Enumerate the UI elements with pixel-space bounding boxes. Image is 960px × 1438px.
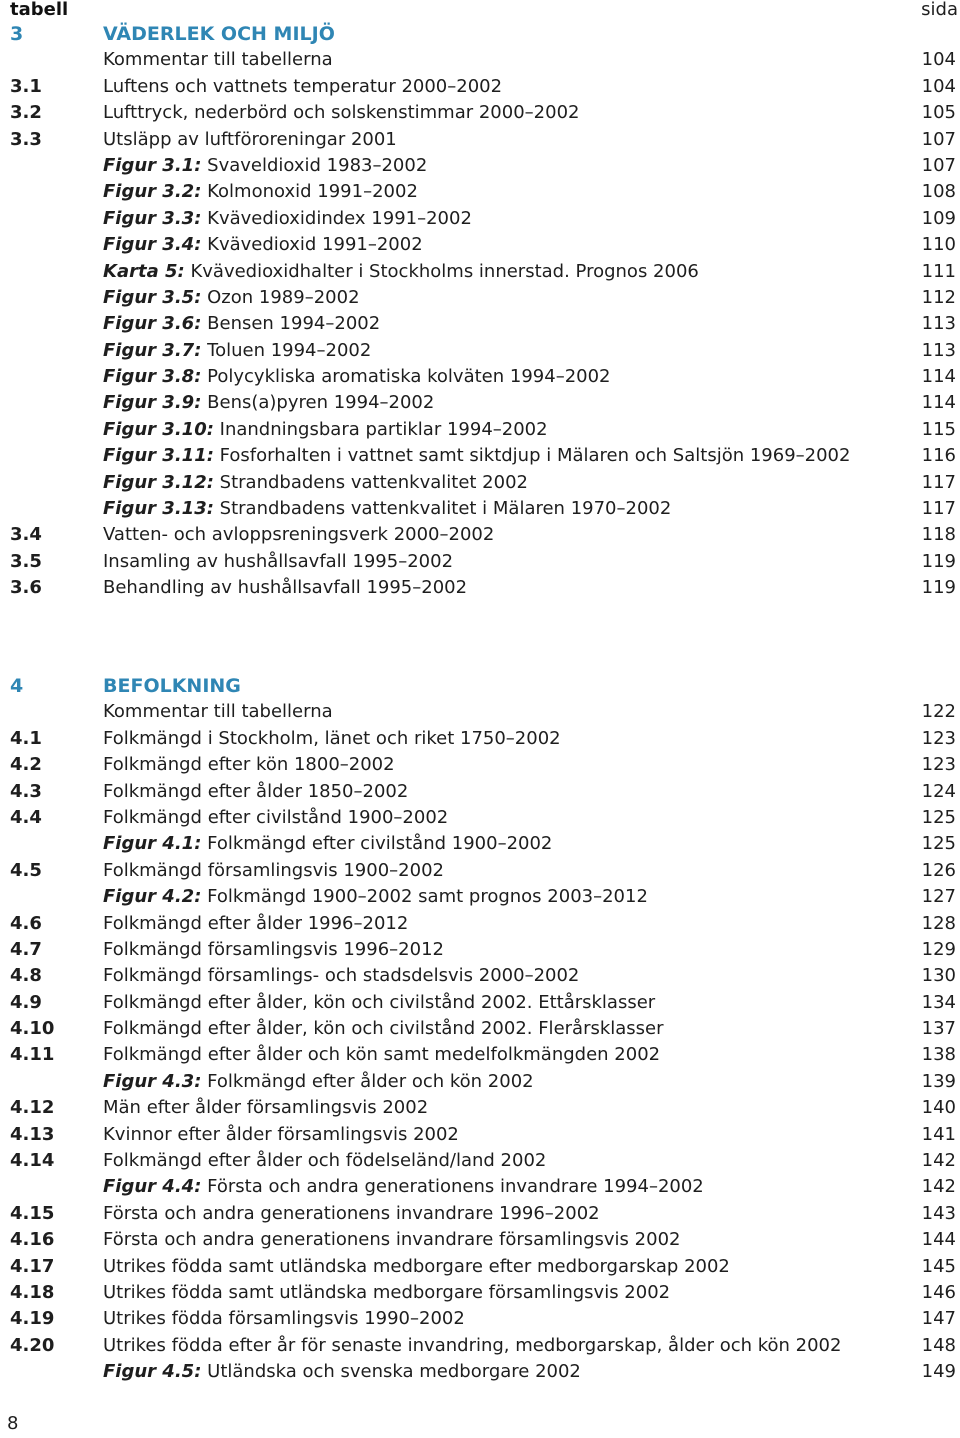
entry-title [103, 805, 448, 831]
entry-page: 112 [921, 286, 956, 308]
entry-title [103, 963, 579, 989]
entry-number: 4.1 [10, 727, 42, 749]
entry-text: Folkmängd efter ålder, kön och civilstånd 2002. Flerårsklasser [103, 1018, 664, 1040]
entry-title [103, 232, 423, 258]
entry-text: Kvävedioxidhalter i Stockholms innerstad. Prognos 2006 [190, 260, 699, 282]
figure-label: Figur 4.3: [103, 1070, 202, 1092]
toc-entry [0, 884, 960, 910]
entry-page: 113 [921, 339, 956, 361]
toc-entry [0, 100, 960, 126]
entry-text: Utsläpp av luftföroreningar 2001 [103, 128, 397, 150]
entry-text: Kvävedioxid 1991–2002 [207, 234, 423, 256]
entry-number: 4.4 [10, 806, 42, 828]
entry-text: Folkmängd församlingsvis 1996–2012 [103, 938, 444, 960]
toc-entry [0, 496, 960, 522]
toc-entry [0, 338, 960, 364]
toc-entry [0, 963, 960, 989]
entry-text: Folkmängd efter kön 1800–2002 [103, 754, 395, 776]
entry-text: Ozon 1989–2002 [207, 286, 360, 308]
figure-label: Figur 3.12: [103, 471, 214, 493]
entry-number: 4.15 [10, 1202, 55, 1224]
entry-text: Folkmängd församlings- och stadsdelsvis 2000–2002 [103, 965, 580, 987]
column-header-table: tabell [10, 0, 69, 20]
entry-page: 141 [921, 1123, 956, 1145]
figure-label: Figur 4.4: [103, 1176, 202, 1198]
entry-text: Kommentar till tabellerna [103, 49, 333, 71]
toc-entry [0, 1148, 960, 1174]
entry-number: 3.6 [10, 577, 42, 599]
toc-entry [0, 1122, 960, 1148]
entry-title [103, 1069, 534, 1095]
toc-entry [0, 153, 960, 179]
entry-title [103, 884, 648, 910]
toc-entry [0, 259, 960, 285]
entry-title [103, 153, 427, 179]
entry-title [103, 127, 397, 153]
entry-page: 117 [921, 498, 956, 520]
entry-title [103, 831, 552, 857]
entry-page: 148 [921, 1334, 956, 1356]
toc-entry [0, 47, 960, 73]
figure-label: Figur 3.11: [103, 445, 214, 467]
entry-title [103, 311, 380, 337]
entry-title [103, 1201, 600, 1227]
entry-page: 139 [921, 1070, 956, 1092]
figure-label: Figur 3.4: [103, 234, 202, 256]
entry-page: 117 [921, 471, 956, 493]
entry-text: Folkmängd efter ålder 1996–2012 [103, 912, 409, 934]
entry-title [103, 390, 434, 416]
entry-text: Behandling av hushållsavfall 1995–2002 [103, 577, 468, 599]
toc-entry [0, 285, 960, 311]
toc-entry [0, 232, 960, 258]
entry-text: Första och andra generationens invandrare 1994–2002 [207, 1176, 704, 1198]
entry-title [103, 1095, 428, 1121]
entry-text: Folkmängd efter ålder 1850–2002 [103, 780, 409, 802]
entry-title [103, 1122, 459, 1148]
entry-number: 4.12 [10, 1097, 55, 1119]
section-title: BEFOLKNING [103, 675, 241, 697]
entry-title [103, 47, 333, 73]
entry-title [103, 779, 408, 805]
entry-text: Insamling av hushållsavfall 1995–2002 [103, 550, 454, 572]
toc-entry [0, 1333, 960, 1359]
section-heading [0, 673, 960, 699]
entry-title [103, 496, 671, 522]
entry-page: 138 [921, 1044, 956, 1066]
page-header [0, 0, 960, 22]
entry-text: Inandningsbara partiklar 1994–2002 [219, 418, 548, 440]
entry-title [103, 470, 528, 496]
entry-title [103, 911, 408, 937]
toc-entry [0, 937, 960, 963]
entry-text: Första och andra generationens invandrare 1996–2002 [103, 1202, 600, 1224]
entry-page: 122 [921, 701, 956, 723]
entry-page: 123 [921, 754, 956, 776]
entry-text: Folkmängd efter ålder, kön och civilstånd 2002. Ettårsklasser [103, 991, 656, 1013]
entry-text: Utrikes födda samt utländska medborgare efter medborgarskap 2002 [103, 1255, 730, 1277]
entry-number: 4.2 [10, 754, 42, 776]
entry-page: 111 [921, 260, 956, 282]
entry-number: 3.4 [10, 524, 42, 546]
toc-entry [0, 549, 960, 575]
entry-title [103, 74, 502, 100]
entry-text: Vatten- och avloppsreningsverk 2000–2002 [103, 524, 495, 546]
entry-number: 4.3 [10, 780, 42, 802]
entry-title [103, 1280, 670, 1306]
toc-entry [0, 74, 960, 100]
entry-title [103, 1254, 730, 1280]
toc-entry [0, 1016, 960, 1042]
entry-text: Kvinnor efter ålder församlingsvis 2002 [103, 1123, 459, 1145]
figure-label: Figur 3.9: [103, 392, 202, 414]
entry-title [103, 443, 850, 469]
entry-title [103, 522, 494, 548]
entry-title [103, 549, 453, 575]
toc-entry [0, 417, 960, 443]
entry-text: Folkmängd efter ålder och kön samt medelfolkmängden 2002 [103, 1044, 661, 1066]
figure-label: Figur 3.13: [103, 498, 214, 520]
entry-page: 143 [921, 1202, 956, 1224]
entry-text: Kvävedioxidindex 1991–2002 [207, 207, 472, 229]
toc-entry [0, 470, 960, 496]
toc-entry [0, 179, 960, 205]
entry-page: 126 [921, 859, 956, 881]
entry-title [103, 858, 444, 884]
entry-page: 107 [921, 154, 956, 176]
entry-title [103, 1306, 465, 1332]
entry-text: Fosforhalten i vattnet samt siktdjup i Mälaren och Saltsjön 1969–2002 [219, 445, 851, 467]
entry-text: Folkmängd efter ålder och födelseländ/land 2002 [103, 1150, 547, 1172]
entry-title [103, 1148, 546, 1174]
toc-entry [0, 522, 960, 548]
entry-page: 147 [921, 1308, 956, 1330]
figure-label: Figur 3.6: [103, 313, 202, 335]
entry-text: Folkmängd efter civilstånd 1900–2002 [103, 806, 449, 828]
entry-page: 107 [921, 128, 956, 150]
entry-text: Luftens och vattnets temperatur 2000–2002 [103, 75, 503, 97]
entry-text: Folkmängd 1900–2002 samt prognos 2003–2012 [207, 886, 648, 908]
figure-label: Figur 4.2: [103, 886, 202, 908]
entry-page: 104 [921, 75, 956, 97]
entry-text: Första och andra generationens invandrare församlingsvis 2002 [103, 1229, 681, 1251]
entry-title [103, 1016, 664, 1042]
entry-page: 124 [921, 780, 956, 802]
entry-text: Kommentar till tabellerna [103, 701, 333, 723]
section-heading [0, 21, 960, 47]
entry-number: 4.19 [10, 1308, 55, 1330]
toc-entry [0, 1095, 960, 1121]
entry-text: Utrikes födda samt utländska medborgare församlingsvis 2002 [103, 1281, 671, 1303]
entry-page: 142 [921, 1176, 956, 1198]
figure-label: Figur 4.1: [103, 833, 202, 855]
entry-text: Utrikes födda efter år för senaste invandring, medborgarskap, ålder och kön 2002 [103, 1334, 842, 1356]
entry-title [103, 259, 699, 285]
entry-text: Toluen 1994–2002 [207, 339, 372, 361]
entry-number: 4.17 [10, 1255, 55, 1277]
figure-label: Figur 3.3: [103, 207, 202, 229]
entry-page: 125 [921, 806, 956, 828]
entry-page: 116 [921, 445, 956, 467]
toc-entry [0, 805, 960, 831]
entry-page: 144 [921, 1229, 956, 1251]
toc-entry [0, 1227, 960, 1253]
toc-entry [0, 311, 960, 337]
entry-text: Folkmängd efter ålder och kön 2002 [207, 1070, 534, 1092]
entry-page: 119 [921, 577, 956, 599]
toc-entry [0, 443, 960, 469]
entry-text: Folkmängd efter civilstånd 1900–2002 [207, 833, 553, 855]
entry-title [103, 699, 333, 725]
entry-title [103, 1333, 841, 1359]
toc-entry [0, 990, 960, 1016]
entry-number: 4.7 [10, 938, 42, 960]
entry-title [103, 100, 579, 126]
toc-entry [0, 1280, 960, 1306]
entry-page: 108 [921, 181, 956, 203]
figure-label: Figur 3.7: [103, 339, 202, 361]
toc-entry [0, 752, 960, 778]
entry-title [103, 206, 472, 232]
figure-label: Figur 3.8: [103, 366, 202, 388]
entry-page: 145 [921, 1255, 956, 1277]
entry-page: 129 [921, 938, 956, 960]
entry-number: 4.9 [10, 991, 42, 1013]
entry-number: 4.6 [10, 912, 42, 934]
toc-entry [0, 575, 960, 601]
entry-text: Svaveldioxid 1983–2002 [207, 154, 428, 176]
entry-page: 137 [921, 1018, 956, 1040]
toc-entry [0, 1201, 960, 1227]
toc-entry [0, 1069, 960, 1095]
entry-text: Utländska och svenska medborgare 2002 [207, 1361, 581, 1383]
entry-page: 128 [921, 912, 956, 934]
entry-page: 142 [921, 1150, 956, 1172]
entry-text: Polycykliska aromatiska kolväten 1994–2002 [207, 366, 611, 388]
toc-entry [0, 831, 960, 857]
entry-page: 105 [921, 102, 956, 124]
figure-label: Figur 3.1: [103, 154, 202, 176]
entry-text: Män efter ålder församlingsvis 2002 [103, 1097, 429, 1119]
toc-entry [0, 390, 960, 416]
toc-section [0, 21, 960, 602]
entry-page: 119 [921, 550, 956, 572]
entry-text: Strandbadens vattenkvalitet 2002 [219, 471, 528, 493]
figure-label: Figur 4.5: [103, 1361, 202, 1383]
entry-number: 3.1 [10, 75, 42, 97]
page-number: 8 [7, 1413, 19, 1434]
entry-page: 109 [921, 207, 956, 229]
toc-entry [0, 364, 960, 390]
entry-title [103, 937, 444, 963]
entry-page: 104 [921, 49, 956, 71]
entry-page: 114 [921, 392, 956, 414]
column-header-page: sida [921, 0, 958, 20]
entry-page: 125 [921, 833, 956, 855]
entry-page: 130 [921, 965, 956, 987]
entry-page: 127 [921, 886, 956, 908]
entry-title [103, 752, 395, 778]
entry-title [103, 990, 655, 1016]
entry-number: 4.13 [10, 1123, 55, 1145]
toc-entry [0, 206, 960, 232]
entry-page: 134 [921, 991, 956, 1013]
entry-page: 118 [921, 524, 956, 546]
entry-title [103, 338, 371, 364]
entry-page: 146 [921, 1281, 956, 1303]
entry-text: Folkmängd i Stockholm, länet och riket 1750–2002 [103, 727, 561, 749]
entry-text: Lufttryck, nederbörd och solskenstimmar 2000–2002 [103, 102, 580, 124]
entry-page: 115 [921, 418, 956, 440]
entry-number: 4.8 [10, 965, 42, 987]
toc-entry [0, 127, 960, 153]
section-number: 4 [10, 675, 24, 697]
entry-number: 3.3 [10, 128, 42, 150]
entry-text: Utrikes födda församlingsvis 1990–2002 [103, 1308, 465, 1330]
entry-number: 4.20 [10, 1334, 55, 1356]
toc-section [0, 673, 960, 1386]
entry-number: 4.11 [10, 1044, 55, 1066]
entry-page: 114 [921, 366, 956, 388]
entry-page: 140 [921, 1097, 956, 1119]
toc-entry [0, 1306, 960, 1332]
toc-entry [0, 1359, 960, 1385]
toc-entry [0, 779, 960, 805]
entry-title [103, 1227, 680, 1253]
entry-number: 3.2 [10, 102, 42, 124]
toc-entry [0, 1174, 960, 1200]
entry-title [103, 575, 467, 601]
toc-entry [0, 726, 960, 752]
entry-number: 4.18 [10, 1281, 55, 1303]
entry-text: Bens(a)pyren 1994–2002 [207, 392, 435, 414]
figure-label: Figur 3.5: [103, 286, 202, 308]
toc-entry [0, 699, 960, 725]
entry-number: 3.5 [10, 550, 42, 572]
entry-page: 149 [921, 1361, 956, 1383]
toc-entry [0, 1254, 960, 1280]
entry-text: Kolmonoxid 1991–2002 [207, 181, 418, 203]
entry-number: 4.5 [10, 859, 42, 881]
entry-text: Strandbadens vattenkvalitet i Mälaren 1970–2002 [219, 498, 672, 520]
entry-title [103, 1042, 660, 1068]
figure-label: Karta 5: [103, 260, 185, 282]
figure-label: Figur 3.10: [103, 418, 214, 440]
entry-title [103, 364, 611, 390]
entry-title [103, 285, 360, 311]
entry-title [103, 417, 548, 443]
entry-number: 4.14 [10, 1150, 55, 1172]
entry-title [103, 726, 561, 752]
section-title: VÄDERLEK OCH MILJÖ [103, 23, 335, 45]
toc-entry [0, 1042, 960, 1068]
toc-entry [0, 858, 960, 884]
entry-text: Bensen 1994–2002 [207, 313, 381, 335]
entry-title [103, 179, 418, 205]
toc-entry [0, 911, 960, 937]
section-number: 3 [10, 23, 24, 45]
figure-label: Figur 3.2: [103, 181, 202, 203]
entry-title [103, 1174, 704, 1200]
entry-text: Folkmängd församlingsvis 1900–2002 [103, 859, 444, 881]
entry-page: 123 [921, 727, 956, 749]
entry-number: 4.10 [10, 1018, 55, 1040]
entry-page: 113 [921, 313, 956, 335]
entry-page: 110 [921, 234, 956, 256]
entry-title [103, 1359, 581, 1385]
entry-number: 4.16 [10, 1229, 55, 1251]
